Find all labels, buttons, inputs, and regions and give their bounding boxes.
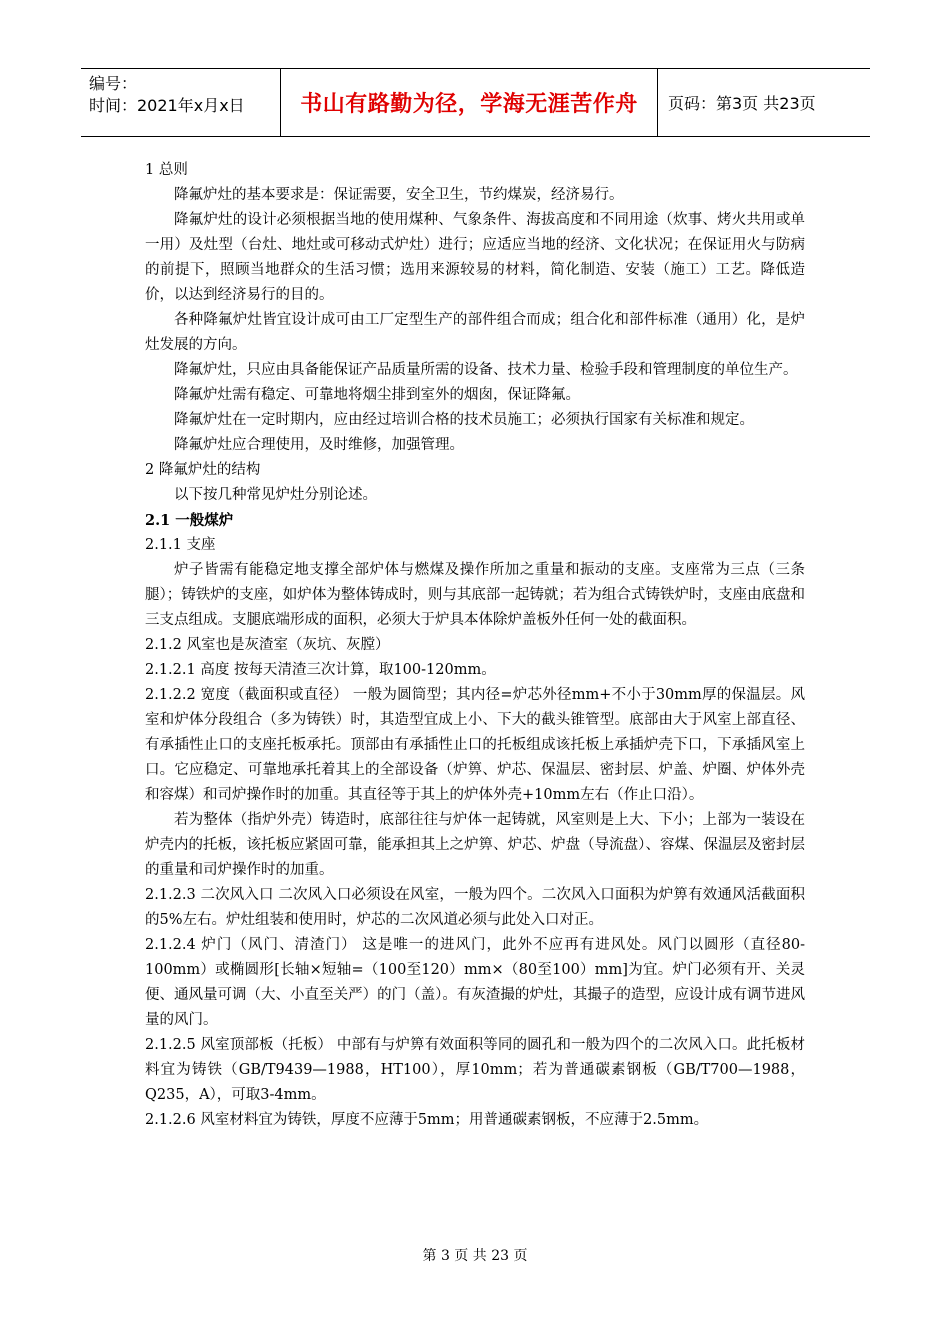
body-paragraph: 1 总则 — [145, 162, 188, 178]
document-number-label: 编号： — [89, 74, 138, 93]
body-paragraph: 各种降氟炉灶皆宜设计成可由工厂定型生产的部件组合而成；组合化和部件标准（通用）化，是炉灶发展的方向。 — [145, 312, 805, 353]
body-paragraph: 2.1.2.1 高度 按每天清渣三次计算，取100-120mm。 — [145, 662, 496, 678]
body-paragraph: 降氟炉灶需有稳定、可靠地将烟尘排到室外的烟囱，保证降氟。 — [174, 387, 580, 403]
body-paragraph: 2.1.2.2 宽度（截面积或直径） 一般为圆筒型；其内径=炉芯外径mm+不小于30mm厚的保温层。风室和炉体分段组合（多为铸铁）时，其造型宜成上小、下大的截头锥管型。底部由大于风室上部直径、有承插性止口的支座托板承托。顶部由有承插性止口的托板组成该托板上承插炉壳下口，下承插风室上口。它应稳定、可靠地承托着其上的全部设备（炉箅、炉芯、保温层、密封层、炉盖、炉圈、炉体外壳和容煤）和司炉操作时的加重。其直径等于其上的炉体外壳+10mm左右（作止口沿）。 — [145, 687, 805, 803]
body-paragraph: 2.1.2 风室也是灰渣室（灰坑、灰膛） — [145, 637, 390, 653]
body-paragraph: 2.1.1 支座 — [145, 537, 216, 553]
body-paragraph: 若为整体（指炉外壳）铸造时，底部往往与炉体一起铸就，风室则是上大、下小；上部为一装设在炉壳内的托板，该托板应紧固可靠，能承担其上之炉箅、炉芯、炉盘（导流盘）、容煤、保温层及密封层的重量和司炉操作时的加重。 — [145, 812, 805, 878]
body-paragraph: 降氟炉灶应合理使用，及时维修，加强管理。 — [174, 437, 464, 453]
header-motto: 书山有路勤为径，学海无涯苦作舟 — [281, 69, 658, 136]
body-paragraph: 降氟炉灶的设计必须根据当地的使用煤种、气象条件、海拔高度和不同用途（炊事、烤火共用或单一用）及灶型（台灶、地灶或可移动式炉灶）进行；应适应当地的经济、文化状况；在保证用火与防病的前提下，照顾当地群众的生活习惯；选用来源较易的材料，简化制造、安装（施工）工艺。降低造价，以达到经济易行的目的。 — [145, 212, 805, 303]
body-paragraph: 降氟炉灶的基本要求是：保证需要，安全卫生，节约煤炭，经济易行。 — [174, 187, 624, 203]
body-paragraph: 降氟炉灶，只应由具备能保证产品质量所需的设备、技术力量、检验手段和管理制度的单位生产。 — [174, 362, 798, 378]
body-paragraph: 2 降氟炉灶的结构 — [145, 462, 261, 478]
body-paragraph: 以下按几种常见炉灶分别论述。 — [174, 487, 377, 503]
section-heading: 2.1 一般煤炉 — [145, 512, 234, 529]
document-date-label: 时间：2021年x月x日 — [89, 96, 245, 115]
body-paragraph: 2.1.2.6 风室材料宜为铸铁，厚度不应薄于5mm；用普通碳素钢板，不应薄于2.5mm。 — [145, 1112, 709, 1128]
body-paragraph: 降氟炉灶在一定时期内，应由经过培训合格的技术员施工；必须执行国家有关标准和规定。 — [174, 412, 754, 428]
body-paragraph: 2.1.2.5 风室顶部板（托板） 中部有与炉箅有效面积等同的圆孔和一般为四个的二次风入口。此托板材料宜为铸铁（GB/T9439—1988，HT100），厚10mm；若为普通碳素钢板（GB/T700—1988，Q235，A），可取3-4mm。 — [145, 1037, 805, 1103]
body-paragraph: 2.1.2.4 炉门（风门、清渣门） 这是唯一的进风门，此外不应再有进风处。风门以圆形（直径80-100mm）或椭圆形[长轴×短轴=（100至120）mm×（80至100）mm]为宜。炉门必须有开、关灵便、通风量可调（大、小直至关严）的门（盖）。有灰渣撮的炉灶，其撮子的造型，应设计成有调节进风量的风门。 — [145, 937, 805, 1028]
body-paragraph: 炉子皆需有能稳定地支撑全部炉体与燃煤及操作所加之重量和振动的支座。支座常为三点（三条腿）；铸铁炉的支座，如炉体为整体铸成时，则与其底部一起铸就；若为组合式铸铁炉时，支座由底盘和三支点组成。支腿底端形成的面积，必须大于炉具本体除炉盖板外任何一处的截面积。 — [145, 562, 805, 628]
page-header — [81, 68, 870, 137]
header-page-number: 页码：第3页 共23页 — [668, 94, 816, 113]
header-meta — [81, 69, 281, 136]
body-paragraph: 2.1.2.3 二次风入口 二次风入口必须设在风室，一般为四个。二次风入口面积为炉箅有效通风活截面积的5%左右。炉灶组装和使用时，炉芯的二次风道必须与此处入口对正。 — [145, 887, 805, 928]
page-footer: 第 3 页 共 23 页 — [422, 1248, 528, 1264]
document-body — [145, 158, 805, 1133]
